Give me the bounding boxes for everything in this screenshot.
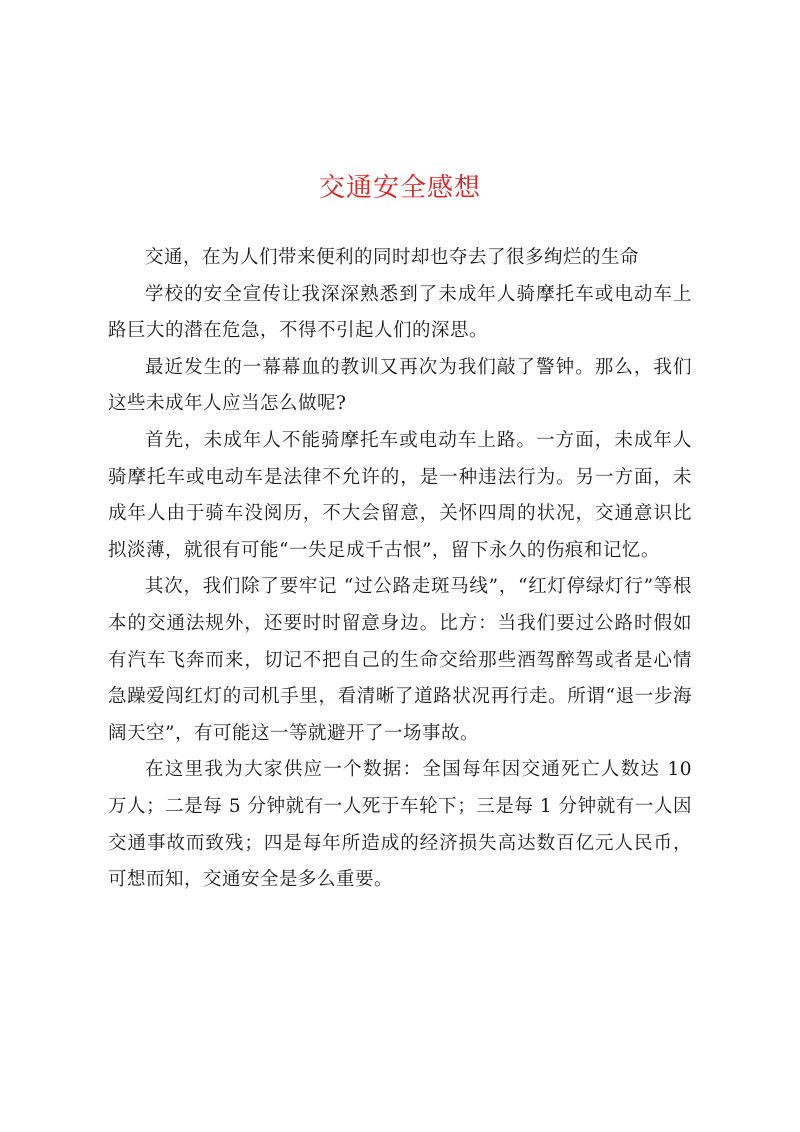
paragraph-6: 在这里我为大家供应一个数据：全国每年因交通死亡人数达 10 万人；二是每 5 分钟就有一人死于车轮下；三是每 1 分钟就有一人因交通事故而致残；四是每年所造成的经济损失高达数百亿元人民币，可想而知，交通安全是多么重要。: [108, 759, 692, 891]
paragraph-1: 交通，在为人们带来便利的同时却也夺去了很多绚烂的生命: [145, 247, 640, 268]
paragraph-5: 其次，我们除了要牢记 “过公路走斑马线”，“红灯停绿灯行”等根本的交通法规外，还要时时留意身边。比方：当我们要过公路时假如有汽车飞奔而来，切记不把自己的生命交给那些酒驾醉驾或者是心情急躁爱闯红灯的司机手里，看清晰了道路状况再行走。所谓“退一步海阔天空”，有可能这一等就避开了一场事故。: [108, 576, 692, 744]
body-text: [108, 240, 692, 899]
paragraph-4: 首先，未成年人不能骑摩托车或电动车上路。一方面，未成年人骑摩托车或电动车是法律不允许的，是一种违法行为。另一方面，未成年人由于骑车没阅历，不大会留意，关怀四周的状况，交通意识比拟淡薄，就很有可能“一失足成千古恨”，留下永久的伤痕和记忆。: [108, 429, 692, 561]
paragraph-2: 学校的安全宣传让我深深熟悉到了未成年人骑摩托车或电动车上路巨大的潜在危急，不得不引起人们的深思。: [108, 283, 692, 342]
paragraph-3: 最近发生的一幕幕血的教训又再次为我们敲了警钟。那么，我们这些未成年人应当怎么做呢?: [108, 356, 692, 415]
page-title: 交通安全感想: [318, 173, 481, 203]
